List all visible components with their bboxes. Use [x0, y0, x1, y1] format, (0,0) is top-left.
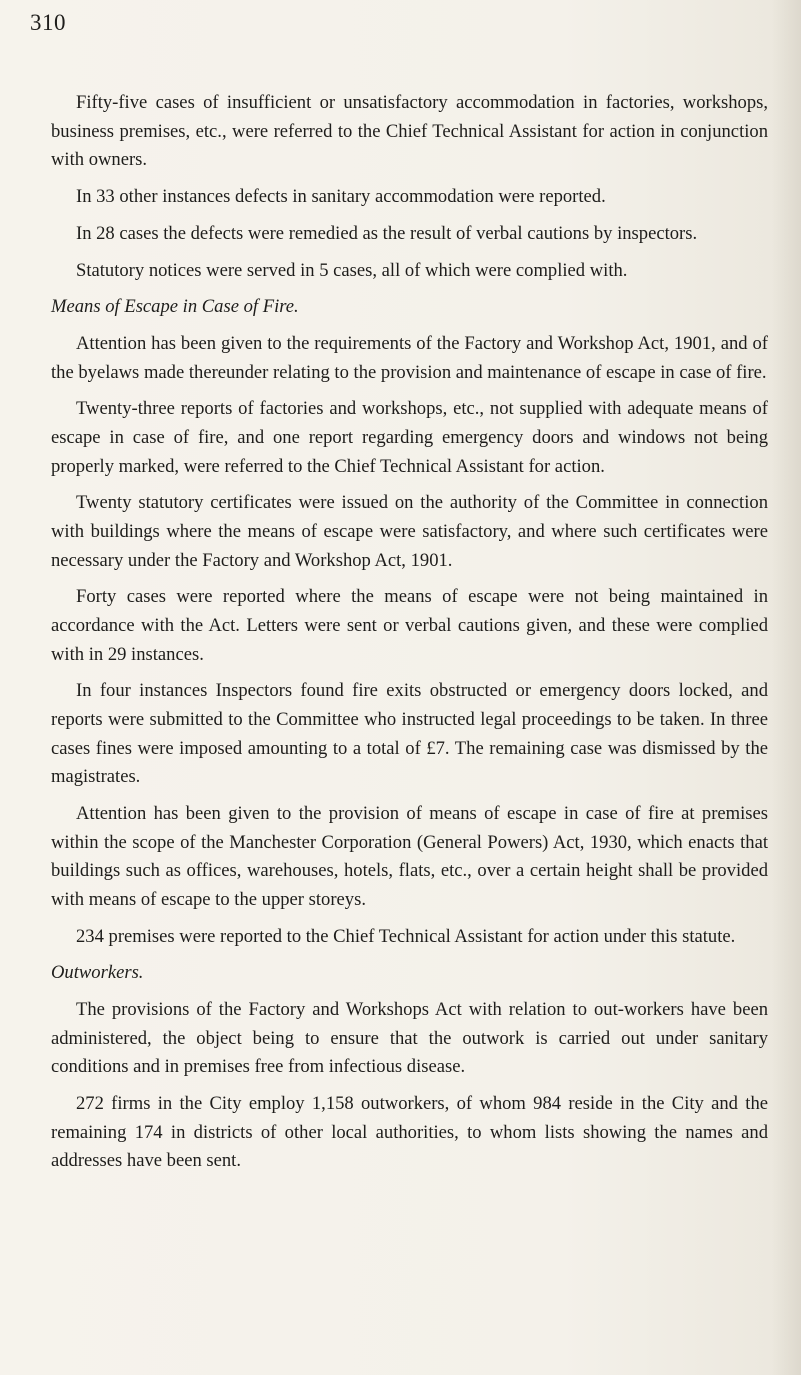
paragraph: The provisions of the Factory and Workshops Act with relation to out-workers have been administered, the object being to ensure that the outwork is carried out under sanitary conditions and in premises free from infectious disease. [51, 999, 768, 1078]
paragraph: 234 premises were reported to the Chief Technical Assistant for action under this statute. [76, 925, 736, 947]
paragraph: Twenty-three reports of factories and workshops, etc., not supplied with adequate means of escape in case of fire, and one report regarding emergency doors and windows not being properly marked, were referred to the Chief Technical Assistant for action. [51, 398, 768, 477]
paragraph: In 28 cases the defects were remedied as the result of verbal cautions by inspectors. [76, 222, 698, 244]
paragraph: Attention has been given to the provision of means of escape in case of fire at premises within the scope of the Manchester Corporation (General Powers) Act, 1930, which enacts that buildings such as offices, warehouses, hotels, flats, etc., over a certain height shall be provided with means of escape to the upper storeys. [51, 802, 768, 910]
paragraph: 272 firms in the City employ 1,158 outworkers, of whom 984 reside in the City and the remaining 174 in districts of other local authorities, to whom lists showing the names and addresses have been sent. [51, 1093, 768, 1172]
paragraph: Forty cases were reported where the means of escape were not being maintained in accordance with the Act. Letters were sent or verbal cautions given, and these were complied with in 29 instances. [51, 586, 768, 665]
page-number: 310 [30, 10, 66, 35]
paragraph: In four instances Inspectors found fire exits obstructed or emergency doors locked, and reports were submitted to the Committee who instructed legal proceedings to be taken. In three cases fines were imposed amounting to a total of £7. The remaining case was dismissed by the magistrates. [51, 680, 768, 788]
paragraph: Fifty-five cases of insufficient or unsatisfactory accommodation in factories, workshops, business premises, etc., were referred to the Chief Technical Assistant for action in conjunction with owners. [51, 92, 768, 171]
page-body [51, 89, 768, 1176]
paragraph: Attention has been given to the requirements of the Factory and Workshop Act, 1901, and of the byelaws made thereunder relating to the provision and maintenance of escape in case of fire. [51, 333, 768, 383]
paragraph: Twenty statutory certificates were issued on the authority of the Committee in connection with buildings where the means of escape were satisfactory, and where such certificates were necessary under the Factory and Workshop Act, 1901. [51, 492, 768, 571]
paragraph: In 33 other instances defects in sanitary accommodation were reported. [76, 185, 606, 207]
paragraph: Statutory notices were served in 5 cases, all of which were complied with. [76, 259, 628, 281]
section-heading-means-of-escape: Means of Escape in Case of Fire. [51, 296, 299, 318]
page-edge-shadow [771, 0, 801, 1375]
section-heading-outworkers: Outworkers. [51, 962, 144, 984]
